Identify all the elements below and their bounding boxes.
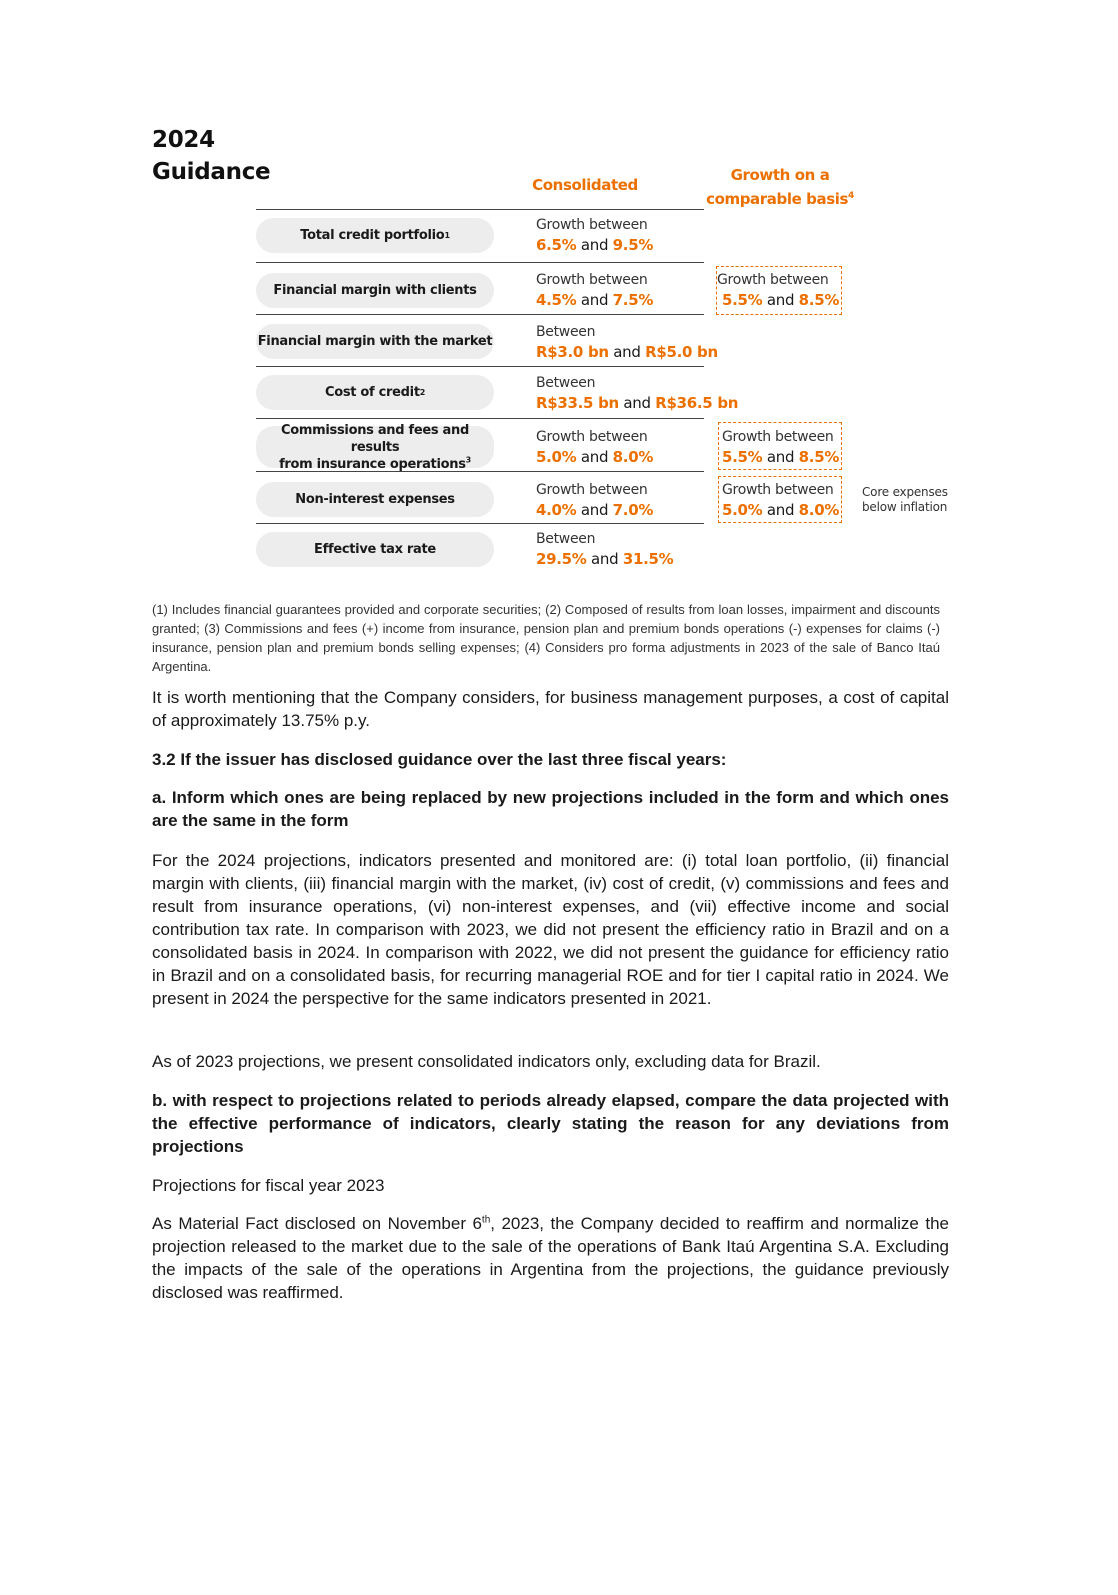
guidance-year: 2024 [152, 127, 215, 153]
row-divider [256, 523, 704, 524]
consolidated-value-non-interest: Growth between 4.0% and 7.0% [536, 482, 654, 519]
comparable-value-margin-clients: Growth between 5.5% and 8.5% [717, 272, 840, 309]
cost-of-capital-paragraph: It is worth mentioning that the Company considers, for business management purposes, a cost of capital of approximately 13.75% p.y. [152, 688, 949, 730]
row-label-commissions-fees: Commissions and fees and results from insurance operations$^3$ [256, 426, 494, 468]
subheading-b: b. with respect to projections related to periods already elapsed, compare the data projected with the effective performance of indicators, clearly stating the reason for any deviations from projections [152, 1091, 949, 1156]
comparable-value-non-interest: Growth between 5.0% and 8.0% [722, 482, 840, 519]
row-label-non-interest-expenses: Non-interest expenses [256, 482, 494, 517]
consolidated-value-margin-clients: Growth between 4.5% and 7.5% [536, 272, 654, 309]
guidance-footnote: (1) Includes financial guarantees provided and corporate securities; (2) Composed of results from loan losses, impairment and discounts granted; (3) Commissions and fees (+) income from insurance, pension plan and premium bonds operations (-) expenses for claims (-) insurance, pension plan and premium bonds selling expenses; (4) Considers pro forma adjustments in 2023 of the sale of Banco Itaú Argentina. [152, 602, 940, 674]
column-header-growth: Growth on a comparable basis$^4$ [706, 166, 854, 208]
column-header-consolidated: Consolidated [532, 176, 638, 194]
subheading-a: a. Inform which ones are being replaced by new projections included in the form and which ones are the same in the form [152, 788, 949, 830]
paragraph-2023-projections: As of 2023 projections, we present consolidated indicators only, excluding data for Brazil. [152, 1052, 821, 1071]
consolidated-value-margin-market: Between R$3.0 bn and R$5.0 bn [536, 324, 718, 361]
row-divider [256, 314, 704, 315]
row-divider [256, 209, 704, 210]
core-expenses-note: Core expenses below inflation [862, 485, 948, 514]
paragraph-2024-projections: For the 2024 projections, indicators presented and monitored are: (i) total loan portfolio, (ii) financial margin with clients, (iii) financial margin with the market, (iv) cost of credit, (v) commissions and fees and result from insurance operations, (vi) non-interest expenses, and (vii) effective income and social contribution tax rate. In comparison with 2023, we did not present the efficiency ratio in Brazil and on a consolidated basis in 2024. In comparison with 2022, we did not present the guidance for efficiency ratio in Brazil and on a consolidated basis, for recurring managerial ROE and for tier I capital ratio in 2024. We present in 2024 the perspective for the same indicators presented in 2021. [152, 851, 949, 1008]
consolidated-value-tax-rate: Between 29.5% and 31.5% [536, 531, 674, 568]
row-label-financial-margin-clients: Financial margin with clients [256, 273, 494, 308]
row-label-financial-margin-market: Financial margin with the market [256, 324, 494, 359]
row-label-effective-tax-rate: Effective tax rate [256, 532, 494, 567]
comparable-value-commissions: Growth between 5.5% and 8.5% [722, 429, 840, 466]
section-heading-3-2: 3.2 If the issuer has disclosed guidance over the last three fiscal years: [152, 750, 727, 769]
consolidated-value-cost-of-credit: Between R$33.5 bn and R$36.5 bn [536, 375, 739, 412]
paragraph-material-fact: As Material Fact disclosed on November 6th, 2023, the Company decided to reaffirm and normalize the projection released to the market due to the sale of the operations of Bank Itaú Argentina S.A. Excluding the impacts of the sale of the operations in Argentina from the projections, the guidance previously disclosed was reaffirmed. [152, 1214, 949, 1302]
row-divider [256, 366, 704, 367]
row-label-cost-of-credit: Cost of credit 2 [256, 375, 494, 410]
consolidated-value-commissions: Growth between 5.0% and 8.0% [536, 429, 654, 466]
paragraph-fiscal-year-2023: Projections for fiscal year 2023 [152, 1176, 385, 1195]
row-divider [256, 262, 704, 263]
guidance-title: Guidance [152, 159, 271, 185]
row-divider [256, 418, 704, 419]
row-label-total-credit-portfolio: Total credit portfolio 1 [256, 218, 494, 253]
consolidated-value-total-credit: Growth between 6.5% and 9.5% [536, 217, 654, 254]
